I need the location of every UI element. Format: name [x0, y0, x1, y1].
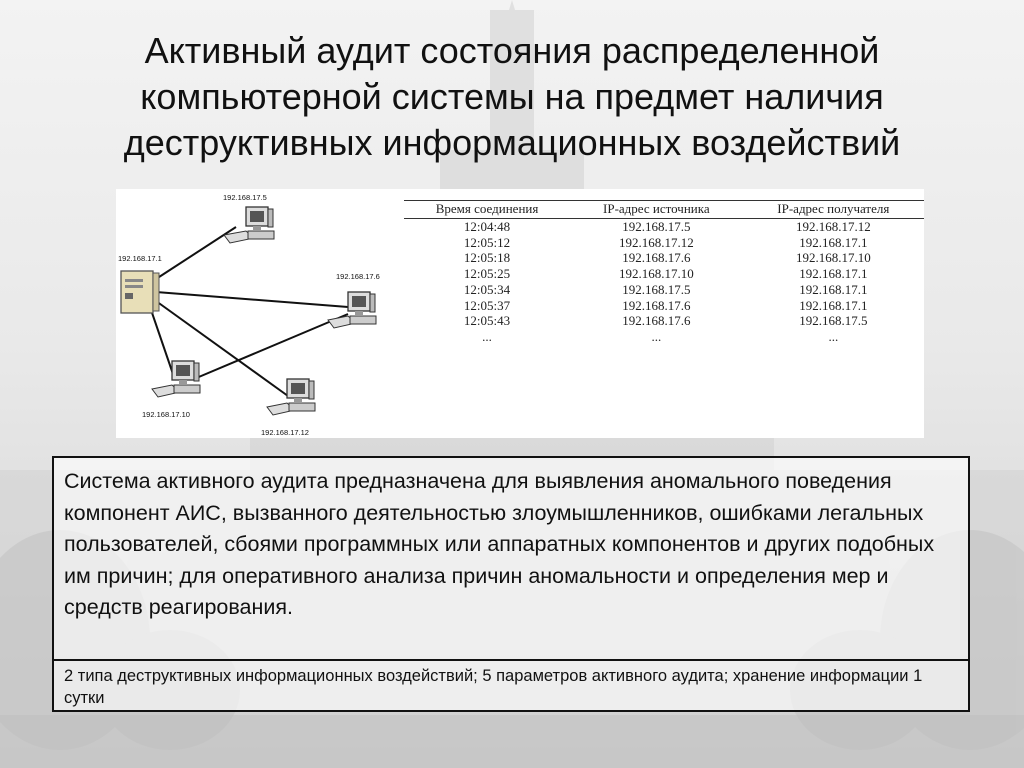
table-row-ellipsis: [404, 329, 924, 345]
cell-source-ip: 192.168.17.5: [622, 219, 691, 234]
table-row: [404, 298, 924, 314]
cell-time: 12:05:25: [463, 266, 511, 282]
link-server-host6: [156, 292, 348, 307]
host-ip-label-10: 192.168.17.10: [142, 410, 190, 419]
workstation-icon-host5: [224, 207, 274, 243]
link-host6-host10: [194, 314, 348, 379]
column-header-source-ip: IP-адрес источника: [570, 201, 743, 219]
cell-destination-ip: 192.168.17.1: [799, 234, 868, 250]
workstation-icon-host10: [152, 361, 200, 397]
cell-source-ip: 192.168.17.6: [622, 297, 691, 313]
network-diagram: [116, 189, 386, 438]
cell-time: ...: [482, 328, 492, 344]
host-ip-label-6: 192.168.17.6: [336, 272, 380, 281]
cell-time: 12:05:34: [463, 281, 511, 297]
column-header-time: Время соединения: [404, 201, 570, 219]
table-row: [404, 250, 924, 266]
cell-destination-ip: 192.168.17.1: [799, 297, 868, 313]
cell-source-ip: 192.168.17.6: [622, 250, 691, 266]
table-row: [404, 219, 924, 235]
table-header-row: [404, 201, 924, 219]
cell-destination-ip: 192.168.17.1: [799, 266, 868, 282]
network-figure: [116, 189, 924, 438]
server-icon: [121, 271, 159, 313]
cell-time: 12:05:12: [463, 234, 511, 250]
workstation-icon-host6: [328, 292, 376, 328]
workstation-icon-host12: [267, 379, 315, 415]
connections-table: [404, 200, 924, 345]
cell-time: 12:05:37: [463, 297, 511, 313]
description-divider: [54, 659, 968, 661]
cell-source-ip: 192.168.17.10: [618, 266, 694, 282]
server-ip-label: 192.168.17.1: [118, 254, 162, 263]
cell-destination-ip: 192.168.17.12: [795, 219, 871, 234]
cell-source-ip: 192.168.17.5: [622, 281, 691, 297]
description-text: Система активного аудита предназначена для выявления аномального поведения компонент АИС, вызванного деятельностью злоумышленников, ошибками легальных пользователей, сбоями программных или аппаратных компонентов и других подобных им причин; для оперативного анализа причин аномальности и определения мер и средств реагирования.: [64, 469, 935, 619]
cell-time: 12:05:18: [463, 250, 511, 266]
cell-source-ip: 192.168.17.6: [622, 313, 691, 329]
cell-source-ip: 192.168.17.12: [618, 234, 694, 250]
table-row: [404, 313, 924, 329]
cell-destination-ip: 192.168.17.1: [799, 281, 868, 297]
cell-destination-ip: 192.168.17.5: [799, 313, 868, 329]
table-row: [404, 235, 924, 251]
parameters-note: 2 типа деструктивных информационных воздействий; 5 параметров активного аудита; хранение информации 1 сутки: [64, 667, 923, 707]
table-row: [404, 282, 924, 298]
column-header-destination-ip: IP-адрес получателя: [743, 201, 924, 219]
description-box: [52, 456, 970, 712]
table-row: [404, 266, 924, 282]
host-ip-label-5: 192.168.17.5: [223, 193, 267, 202]
link-server-host10: [149, 304, 174, 377]
cell-time: 12:05:43: [463, 313, 511, 329]
slide-title: Активный аудит состояния распределенной компьютерной системы на предмет наличия деструктивных информационных воздействий: [123, 30, 901, 163]
cell-time: 12:04:48: [463, 219, 511, 234]
host-ip-label-12: 192.168.17.12: [261, 428, 309, 437]
cell-destination-ip: ...: [828, 328, 839, 344]
cell-source-ip: ...: [651, 328, 662, 344]
cell-destination-ip: 192.168.17.10: [795, 250, 871, 266]
